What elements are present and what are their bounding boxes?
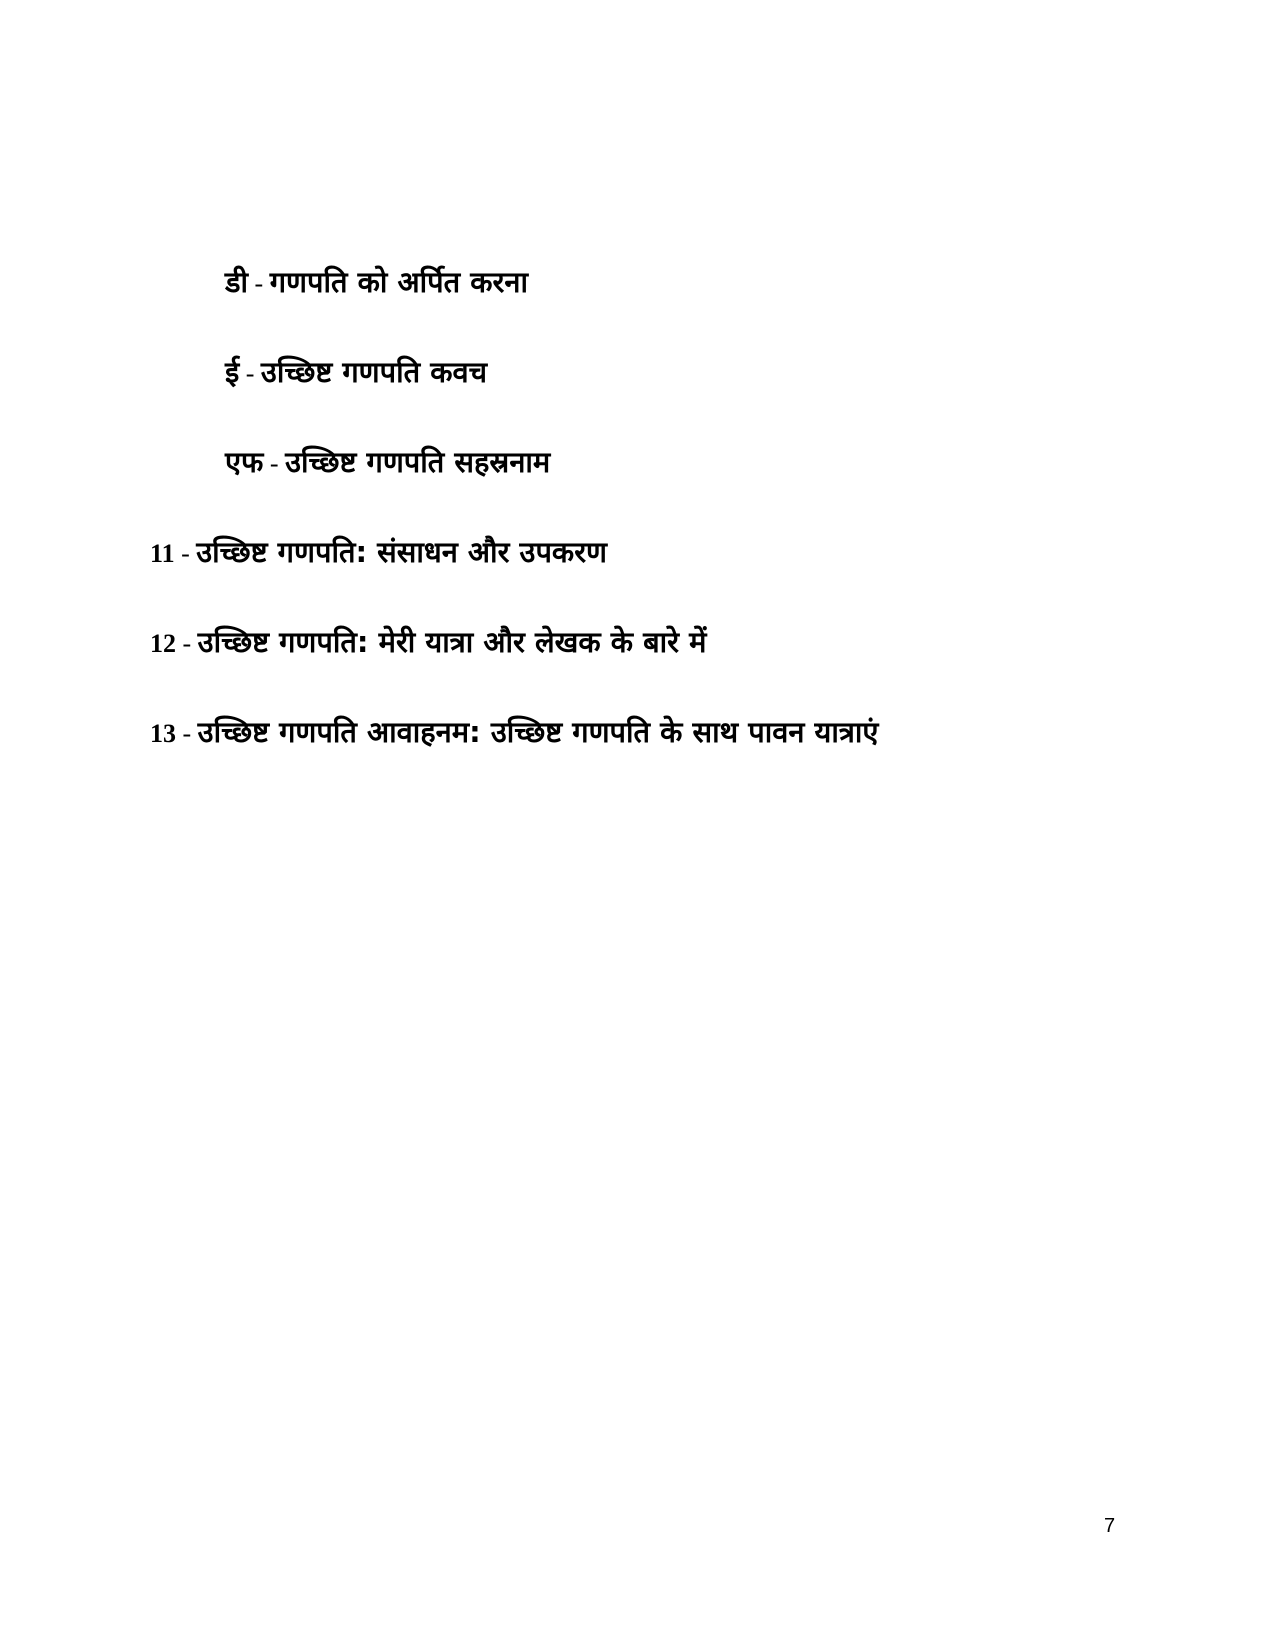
toc-entry-12 xyxy=(150,622,706,664)
toc-entry-separator: - xyxy=(174,539,197,568)
page-number: 7 xyxy=(1104,1515,1116,1537)
toc-entry-title: गणपति को अर्पित करना xyxy=(269,265,528,299)
toc-entry-separator: - xyxy=(239,359,261,388)
toc-entry-e xyxy=(225,352,487,394)
toc-entry-title: उच्छिष्ट गणपति: मेरी यात्रा और लेखक के बारे में xyxy=(197,625,707,659)
toc-entry-number: 13 xyxy=(150,719,176,748)
toc-entry-prefix: एफ xyxy=(225,445,264,479)
toc-entry-11 xyxy=(150,532,607,574)
toc-entry-title: उच्छिष्ट गणपति सहस्रनाम xyxy=(285,445,551,479)
toc-entry-number: 11 xyxy=(150,539,175,568)
toc-entry-separator: - xyxy=(176,719,198,748)
toc-entry-title: उच्छिष्ट गणपति आवाहनम: उच्छिष्ट गणपति के साथ पावन यात्राएं xyxy=(197,715,879,749)
toc-entry-separator: - xyxy=(263,449,286,478)
toc-entry-title: उच्छिष्ट गणपति: संसाधन और उपकरण xyxy=(196,535,608,569)
toc-entry-separator: - xyxy=(248,269,270,298)
toc-entry-13 xyxy=(150,712,878,754)
toc-entry-number: 12 xyxy=(150,629,176,658)
toc-entry-d xyxy=(225,262,528,304)
toc-entry-prefix: ई xyxy=(225,355,240,389)
toc-entry-title: उच्छिष्ट गणपति कवच xyxy=(260,355,488,389)
toc-entry-f xyxy=(225,442,550,484)
toc-entry-separator: - xyxy=(176,629,198,658)
toc-entry-prefix: डी xyxy=(225,265,249,299)
